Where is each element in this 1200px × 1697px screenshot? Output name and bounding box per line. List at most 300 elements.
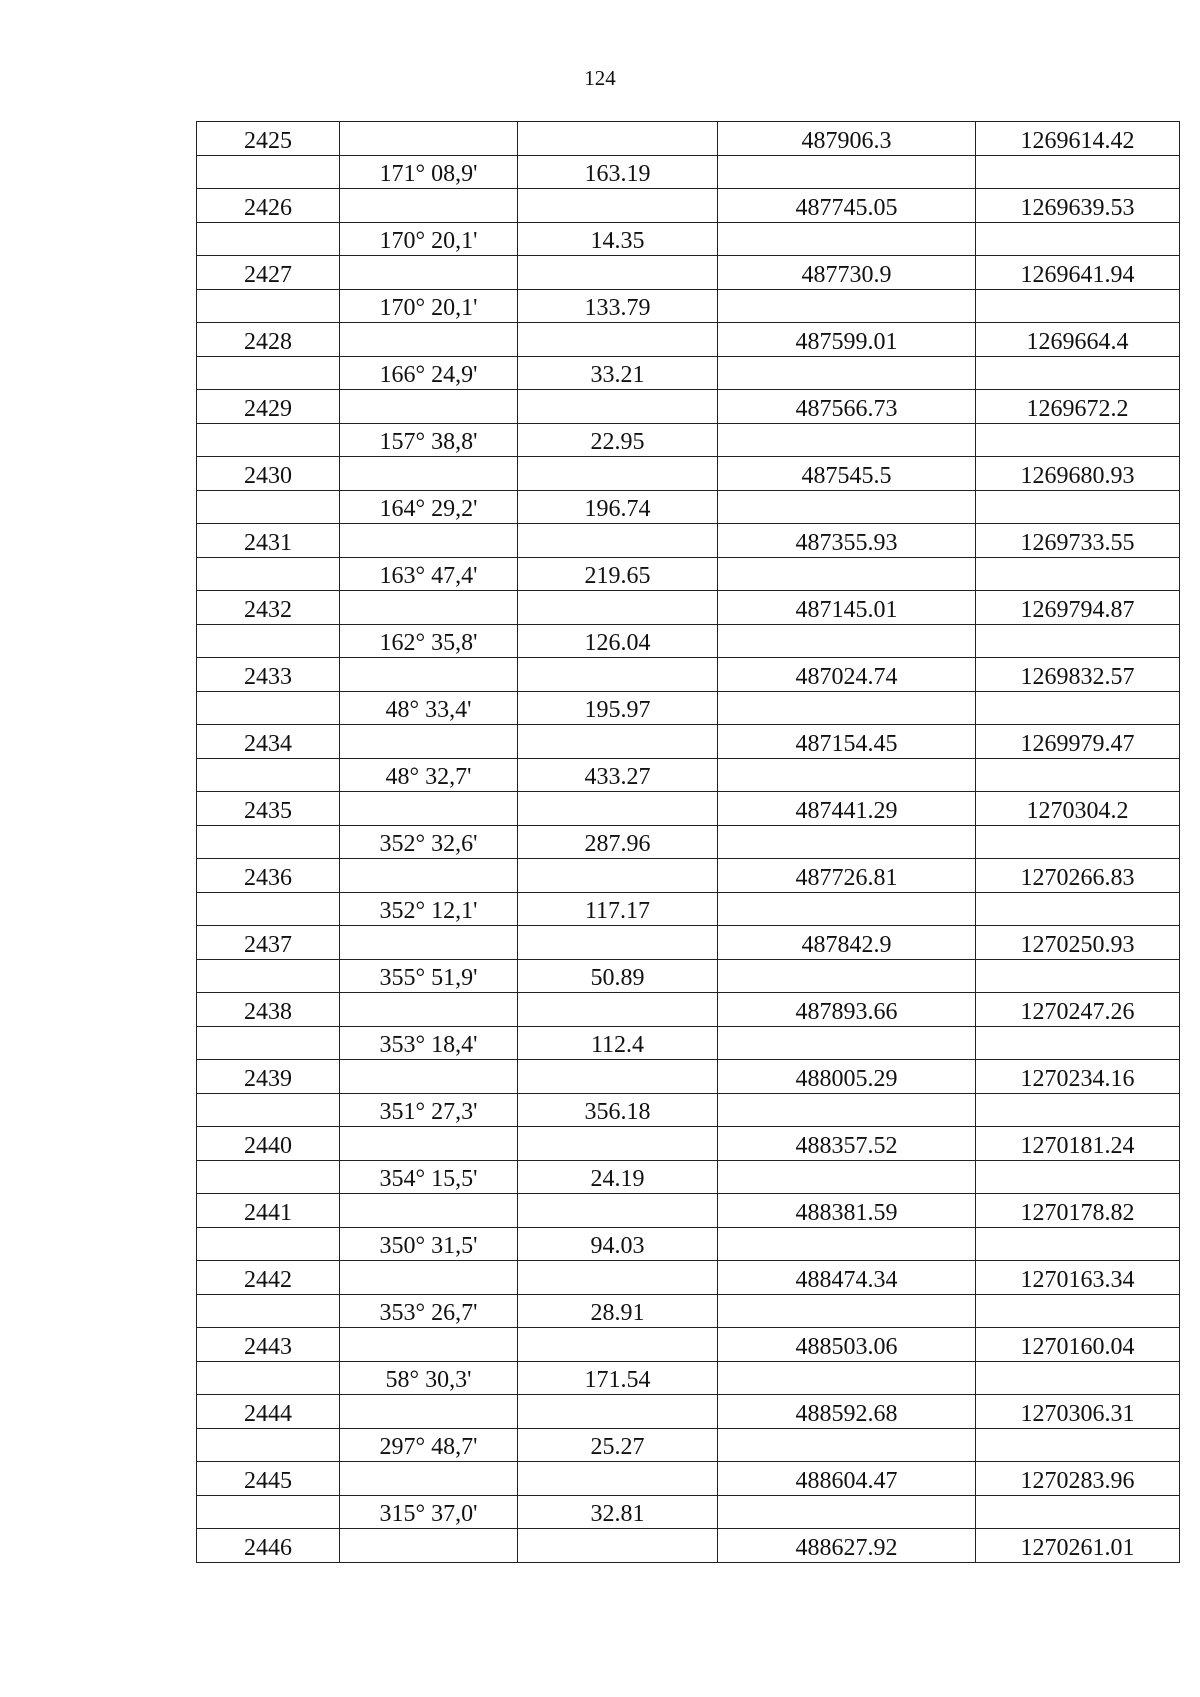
x-coordinate-cell xyxy=(718,524,976,558)
x-coordinate-value: 488604.47 xyxy=(795,1467,898,1494)
x-coordinate-cell xyxy=(718,323,976,357)
point-number-cell xyxy=(197,189,340,223)
point-row xyxy=(197,1127,1180,1161)
y-coordinate-value: 1270181.24 xyxy=(1020,1132,1135,1159)
y-coordinate-value: 1269641.94 xyxy=(1020,261,1135,288)
point-number-cell xyxy=(197,892,340,926)
direction-angle-value: 48° 32,7' xyxy=(385,764,472,790)
distance-cell xyxy=(518,490,718,524)
point-row xyxy=(197,1261,1180,1295)
direction-angle-cell xyxy=(340,557,518,591)
direction-angle-cell xyxy=(340,658,518,692)
point-number-value: 2435 xyxy=(244,797,292,824)
y-coordinate-value: 1270261.01 xyxy=(1020,1534,1135,1561)
y-coordinate-value: 1269680.93 xyxy=(1020,462,1135,489)
distance-cell xyxy=(518,959,718,993)
distance-cell xyxy=(518,1060,718,1094)
distance-cell xyxy=(518,189,718,223)
y-coordinate-value: 1269794.87 xyxy=(1020,596,1135,623)
point-number-cell xyxy=(197,1261,340,1295)
segment-row xyxy=(197,1026,1180,1060)
segment-row xyxy=(197,1361,1180,1395)
x-coordinate-cell xyxy=(718,591,976,625)
point-row xyxy=(197,859,1180,893)
point-number-cell xyxy=(197,825,340,859)
point-number-value: 2429 xyxy=(244,395,292,422)
point-number-cell xyxy=(197,490,340,524)
point-number-cell xyxy=(197,1026,340,1060)
direction-angle-value: 166° 24,9' xyxy=(379,362,478,388)
point-number-value: 2425 xyxy=(244,127,292,154)
point-row xyxy=(197,1060,1180,1094)
segment-row xyxy=(197,423,1180,457)
direction-angle-value: 355° 51,9' xyxy=(379,965,478,991)
point-number-cell xyxy=(197,390,340,424)
direction-angle-cell xyxy=(340,1127,518,1161)
x-coordinate-cell xyxy=(718,792,976,826)
segment-row xyxy=(197,1495,1180,1529)
point-number-value: 2427 xyxy=(244,261,292,288)
y-coordinate-value: 1270163.34 xyxy=(1020,1266,1135,1293)
point-number-value: 2428 xyxy=(244,328,292,355)
direction-angle-value: 352° 12,1' xyxy=(379,898,478,924)
x-coordinate-cell xyxy=(718,1261,976,1295)
y-coordinate-cell xyxy=(976,1361,1180,1395)
point-number-value: 2441 xyxy=(244,1199,292,1226)
y-coordinate-cell xyxy=(976,1227,1180,1261)
y-coordinate-cell xyxy=(976,1060,1180,1094)
distance-cell xyxy=(518,155,718,189)
point-number-cell xyxy=(197,1227,340,1261)
y-coordinate-value: 1269664.4 xyxy=(1026,328,1129,355)
distance-value: 287.96 xyxy=(584,831,651,857)
point-number-cell xyxy=(197,624,340,658)
y-coordinate-cell xyxy=(976,1261,1180,1295)
segment-row xyxy=(197,892,1180,926)
y-coordinate-cell xyxy=(976,624,1180,658)
distance-cell xyxy=(518,1294,718,1328)
x-coordinate-cell xyxy=(718,1328,976,1362)
point-number-cell xyxy=(197,122,340,156)
segment-row xyxy=(197,289,1180,323)
distance-cell xyxy=(518,1160,718,1194)
y-coordinate-cell xyxy=(976,1093,1180,1127)
x-coordinate-cell xyxy=(718,1462,976,1496)
y-coordinate-cell xyxy=(976,1127,1180,1161)
point-number-cell xyxy=(197,1294,340,1328)
point-number-value: 2439 xyxy=(244,1065,292,1092)
x-coordinate-cell xyxy=(718,1026,976,1060)
point-number-cell xyxy=(197,1529,340,1563)
direction-angle-cell xyxy=(340,624,518,658)
direction-angle-value: 352° 32,6' xyxy=(379,831,478,857)
y-coordinate-cell xyxy=(976,1495,1180,1529)
point-number-cell xyxy=(197,323,340,357)
y-coordinate-value: 1269672.2 xyxy=(1026,395,1129,422)
direction-angle-cell xyxy=(340,892,518,926)
direction-angle-cell xyxy=(340,1261,518,1295)
x-coordinate-value: 487906.3 xyxy=(801,127,892,154)
distance-value: 356.18 xyxy=(584,1099,651,1125)
page-number: 124 xyxy=(584,66,616,90)
distance-value: 163.19 xyxy=(584,161,651,187)
x-coordinate-cell xyxy=(718,1093,976,1127)
direction-angle-cell xyxy=(340,1428,518,1462)
x-coordinate-cell xyxy=(718,926,976,960)
direction-angle-cell xyxy=(340,1026,518,1060)
point-number-value: 2445 xyxy=(244,1467,292,1494)
direction-angle-cell xyxy=(340,189,518,223)
point-number-value: 2437 xyxy=(244,931,292,958)
point-number-cell xyxy=(197,725,340,759)
y-coordinate-cell xyxy=(976,256,1180,290)
direction-angle-value: 163° 47,4' xyxy=(379,563,478,589)
point-row xyxy=(197,1328,1180,1362)
point-number-cell xyxy=(197,1093,340,1127)
direction-angle-cell xyxy=(340,758,518,792)
x-coordinate-value: 488503.06 xyxy=(795,1333,898,1360)
distance-value: 33.21 xyxy=(590,362,645,388)
direction-angle-cell xyxy=(340,1495,518,1529)
y-coordinate-cell xyxy=(976,1194,1180,1228)
point-number-value: 2431 xyxy=(244,529,292,556)
x-coordinate-cell xyxy=(718,390,976,424)
point-number-cell xyxy=(197,1328,340,1362)
direction-angle-value: 297° 48,7' xyxy=(379,1434,478,1460)
y-coordinate-cell xyxy=(976,725,1180,759)
x-coordinate-cell xyxy=(718,423,976,457)
point-row xyxy=(197,122,1180,156)
y-coordinate-value: 1270283.96 xyxy=(1020,1467,1135,1494)
coordinates-table xyxy=(196,121,1180,1563)
distance-cell xyxy=(518,289,718,323)
direction-angle-cell xyxy=(340,256,518,290)
direction-angle-cell xyxy=(340,356,518,390)
distance-cell xyxy=(518,524,718,558)
direction-angle-cell xyxy=(340,423,518,457)
y-coordinate-cell xyxy=(976,1395,1180,1429)
x-coordinate-value: 487566.73 xyxy=(795,395,898,422)
x-coordinate-cell xyxy=(718,1395,976,1429)
x-coordinate-cell xyxy=(718,256,976,290)
direction-angle-cell xyxy=(340,289,518,323)
direction-angle-cell xyxy=(340,1060,518,1094)
point-row xyxy=(197,993,1180,1027)
distance-value: 94.03 xyxy=(590,1233,645,1259)
x-coordinate-value: 488474.34 xyxy=(795,1266,898,1293)
distance-value: 50.89 xyxy=(590,965,645,991)
distance-value: 32.81 xyxy=(590,1501,645,1527)
y-coordinate-cell xyxy=(976,390,1180,424)
segment-row xyxy=(197,1227,1180,1261)
point-row xyxy=(197,189,1180,223)
y-coordinate-value: 1269832.57 xyxy=(1020,663,1135,690)
x-coordinate-cell xyxy=(718,1194,976,1228)
point-row xyxy=(197,1194,1180,1228)
direction-angle-value: 353° 26,7' xyxy=(379,1300,478,1326)
distance-cell xyxy=(518,356,718,390)
point-number-cell xyxy=(197,1194,340,1228)
direction-angle-value: 170° 20,1' xyxy=(379,228,478,254)
distance-cell xyxy=(518,792,718,826)
direction-angle-cell xyxy=(340,993,518,1027)
x-coordinate-value: 487154.45 xyxy=(795,730,898,757)
distance-value: 171.54 xyxy=(584,1367,651,1393)
direction-angle-cell xyxy=(340,1227,518,1261)
y-coordinate-cell xyxy=(976,423,1180,457)
x-coordinate-value: 487599.01 xyxy=(795,328,898,355)
y-coordinate-cell xyxy=(976,691,1180,725)
distance-cell xyxy=(518,1026,718,1060)
direction-angle-value: 162° 35,8' xyxy=(379,630,478,656)
y-coordinate-cell xyxy=(976,122,1180,156)
distance-value: 22.95 xyxy=(590,429,645,455)
x-coordinate-value: 487745.05 xyxy=(795,194,898,221)
y-coordinate-cell xyxy=(976,926,1180,960)
y-coordinate-cell xyxy=(976,1160,1180,1194)
x-coordinate-cell xyxy=(718,155,976,189)
direction-angle-cell xyxy=(340,155,518,189)
point-row xyxy=(197,1529,1180,1563)
distance-cell xyxy=(518,1495,718,1529)
y-coordinate-cell xyxy=(976,457,1180,491)
x-coordinate-value: 487893.66 xyxy=(795,998,898,1025)
point-number-cell xyxy=(197,289,340,323)
distance-value: 25.27 xyxy=(590,1434,645,1460)
segment-row xyxy=(197,1160,1180,1194)
direction-angle-cell xyxy=(340,792,518,826)
x-coordinate-cell xyxy=(718,959,976,993)
x-coordinate-value: 488381.59 xyxy=(795,1199,898,1226)
point-number-cell xyxy=(197,256,340,290)
point-row xyxy=(197,792,1180,826)
point-number-cell xyxy=(197,1395,340,1429)
y-coordinate-cell xyxy=(976,1294,1180,1328)
direction-angle-value: 170° 20,1' xyxy=(379,295,478,321)
direction-angle-cell xyxy=(340,926,518,960)
x-coordinate-value: 488627.92 xyxy=(795,1534,898,1561)
y-coordinate-cell xyxy=(976,1026,1180,1060)
x-coordinate-value: 487726.81 xyxy=(795,864,898,891)
x-coordinate-cell xyxy=(718,725,976,759)
point-number-cell xyxy=(197,758,340,792)
distance-value: 117.17 xyxy=(584,898,651,924)
x-coordinate-cell xyxy=(718,1361,976,1395)
direction-angle-value: 354° 15,5' xyxy=(379,1166,478,1192)
y-coordinate-cell xyxy=(976,356,1180,390)
distance-cell xyxy=(518,1227,718,1261)
point-row xyxy=(197,323,1180,357)
point-number-value: 2442 xyxy=(244,1266,292,1293)
point-row xyxy=(197,926,1180,960)
distance-value: 196.74 xyxy=(584,496,651,522)
x-coordinate-cell xyxy=(718,1428,976,1462)
distance-cell xyxy=(518,323,718,357)
point-number-cell xyxy=(197,993,340,1027)
distance-cell xyxy=(518,825,718,859)
direction-angle-value: 164° 29,2' xyxy=(379,496,478,522)
y-coordinate-cell xyxy=(976,222,1180,256)
x-coordinate-cell xyxy=(718,356,976,390)
distance-value: 126.04 xyxy=(584,630,651,656)
direction-angle-cell xyxy=(340,222,518,256)
x-coordinate-cell xyxy=(718,658,976,692)
point-number-cell xyxy=(197,959,340,993)
x-coordinate-value: 487730.9 xyxy=(801,261,892,288)
point-number-value: 2426 xyxy=(244,194,292,221)
distance-cell xyxy=(518,758,718,792)
x-coordinate-cell xyxy=(718,691,976,725)
distance-cell xyxy=(518,222,718,256)
segment-row xyxy=(197,1294,1180,1328)
point-row xyxy=(197,658,1180,692)
x-coordinate-cell xyxy=(718,1060,976,1094)
point-number-value: 2436 xyxy=(244,864,292,891)
point-number-cell xyxy=(197,691,340,725)
point-row xyxy=(197,524,1180,558)
x-coordinate-value: 487024.74 xyxy=(795,663,898,690)
direction-angle-cell xyxy=(340,1093,518,1127)
x-coordinate-cell xyxy=(718,993,976,1027)
point-number-cell xyxy=(197,658,340,692)
y-coordinate-cell xyxy=(976,1462,1180,1496)
y-coordinate-value: 1269614.42 xyxy=(1020,127,1135,154)
direction-angle-value: 350° 31,5' xyxy=(379,1233,478,1259)
point-number-value: 2433 xyxy=(244,663,292,690)
point-number-cell xyxy=(197,155,340,189)
distance-cell xyxy=(518,1428,718,1462)
point-number-cell xyxy=(197,792,340,826)
y-coordinate-cell xyxy=(976,323,1180,357)
distance-cell xyxy=(518,1093,718,1127)
distance-value: 112.4 xyxy=(590,1032,645,1058)
point-number-value: 2440 xyxy=(244,1132,292,1159)
direction-angle-cell xyxy=(340,1328,518,1362)
direction-angle-cell xyxy=(340,959,518,993)
distance-cell xyxy=(518,1462,718,1496)
x-coordinate-value: 487842.9 xyxy=(801,931,892,958)
distance-cell xyxy=(518,1127,718,1161)
point-number-cell xyxy=(197,524,340,558)
distance-cell xyxy=(518,892,718,926)
direction-angle-cell xyxy=(340,490,518,524)
point-row xyxy=(197,1462,1180,1496)
direction-angle-cell xyxy=(340,1395,518,1429)
point-number-value: 2434 xyxy=(244,730,292,757)
y-coordinate-cell xyxy=(976,557,1180,591)
x-coordinate-cell xyxy=(718,122,976,156)
segment-row xyxy=(197,1428,1180,1462)
y-coordinate-value: 1269733.55 xyxy=(1020,529,1135,556)
y-coordinate-cell xyxy=(976,189,1180,223)
y-coordinate-cell xyxy=(976,490,1180,524)
y-coordinate-cell xyxy=(976,792,1180,826)
y-coordinate-cell xyxy=(976,289,1180,323)
point-number-cell xyxy=(197,1495,340,1529)
direction-angle-cell xyxy=(340,591,518,625)
x-coordinate-cell xyxy=(718,1127,976,1161)
y-coordinate-value: 1270247.26 xyxy=(1020,998,1135,1025)
x-coordinate-cell xyxy=(718,289,976,323)
point-row xyxy=(197,256,1180,290)
point-row xyxy=(197,725,1180,759)
segment-row xyxy=(197,691,1180,725)
point-number-value: 2446 xyxy=(244,1534,292,1561)
direction-angle-value: 351° 27,3' xyxy=(379,1099,478,1125)
segment-row xyxy=(197,155,1180,189)
point-number-cell xyxy=(197,557,340,591)
point-number-value: 2430 xyxy=(244,462,292,489)
point-number-cell xyxy=(197,1060,340,1094)
point-number-cell xyxy=(197,859,340,893)
distance-value: 219.65 xyxy=(584,563,651,589)
direction-angle-value: 315° 37,0' xyxy=(379,1501,478,1527)
point-number-cell xyxy=(197,222,340,256)
direction-angle-cell xyxy=(340,390,518,424)
point-number-value: 2432 xyxy=(244,596,292,623)
y-coordinate-value: 1270160.04 xyxy=(1020,1333,1135,1360)
y-coordinate-value: 1270234.16 xyxy=(1020,1065,1135,1092)
x-coordinate-cell xyxy=(718,892,976,926)
y-coordinate-value: 1270306.31 xyxy=(1020,1400,1135,1427)
point-number-cell xyxy=(197,356,340,390)
direction-angle-cell xyxy=(340,1529,518,1563)
distance-cell xyxy=(518,993,718,1027)
point-row xyxy=(197,591,1180,625)
x-coordinate-value: 487145.01 xyxy=(795,596,898,623)
point-number-cell xyxy=(197,1462,340,1496)
x-coordinate-value: 488592.68 xyxy=(795,1400,898,1427)
x-coordinate-cell xyxy=(718,457,976,491)
distance-cell xyxy=(518,423,718,457)
direction-angle-cell xyxy=(340,457,518,491)
x-coordinate-cell xyxy=(718,758,976,792)
distance-cell xyxy=(518,457,718,491)
segment-row xyxy=(197,825,1180,859)
point-row xyxy=(197,457,1180,491)
distance-value: 28.91 xyxy=(590,1300,645,1326)
direction-angle-value: 171° 08,9' xyxy=(379,161,478,187)
x-coordinate-value: 487355.93 xyxy=(795,529,898,556)
x-coordinate-cell xyxy=(718,557,976,591)
y-coordinate-cell xyxy=(976,892,1180,926)
distance-value: 14.35 xyxy=(590,228,645,254)
direction-angle-cell xyxy=(340,825,518,859)
x-coordinate-cell xyxy=(718,1529,976,1563)
segment-row xyxy=(197,624,1180,658)
x-coordinate-cell xyxy=(718,222,976,256)
distance-cell xyxy=(518,591,718,625)
direction-angle-cell xyxy=(340,524,518,558)
direction-angle-value: 58° 30,3' xyxy=(385,1367,472,1393)
direction-angle-cell xyxy=(340,323,518,357)
y-coordinate-cell xyxy=(976,524,1180,558)
x-coordinate-cell xyxy=(718,1495,976,1529)
point-row xyxy=(197,390,1180,424)
direction-angle-cell xyxy=(340,1294,518,1328)
table-body xyxy=(197,122,1180,1563)
distance-cell xyxy=(518,1395,718,1429)
x-coordinate-value: 487441.29 xyxy=(795,797,898,824)
direction-angle-value: 157° 38,8' xyxy=(379,429,478,455)
segment-row xyxy=(197,1093,1180,1127)
distance-value: 24.19 xyxy=(590,1166,645,1192)
direction-angle-cell xyxy=(340,1160,518,1194)
direction-angle-cell xyxy=(340,691,518,725)
x-coordinate-cell xyxy=(718,1160,976,1194)
x-coordinate-cell xyxy=(718,859,976,893)
y-coordinate-value: 1270266.83 xyxy=(1020,864,1135,891)
